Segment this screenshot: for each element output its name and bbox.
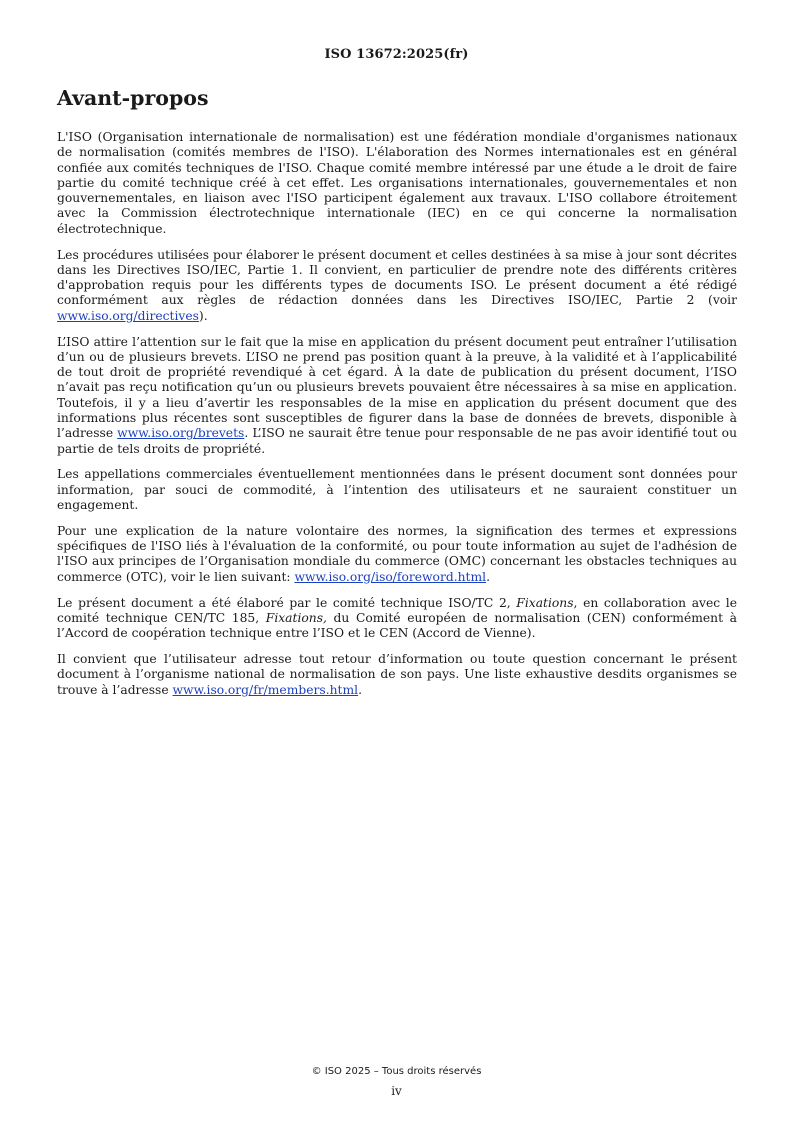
paragraph-text: du Comité européen de normalisation (CEN) conformément à l’Accord de coopération technique entre l’ISO et le CEN (Accord de Vienne). bbox=[57, 610, 737, 641]
directives-link[interactable]: www.iso.org/directives bbox=[57, 308, 199, 323]
page-number: iv bbox=[391, 1084, 402, 1098]
paragraph-text: Les procédures utilisées pour élaborer le présent document et celles destinées à sa mise à jour sont décrites dans les Directives ISO/IEC, Partie 1. Il convient, en particulier de prendre note des différents critères d'approbation requis pour les différents types de documents ISO. Le présent document a été rédigé conformément aux règles de rédaction données dans les Directives ISO/IEC, Partie 2 (voir bbox=[57, 247, 737, 308]
paragraph-text: , en collaboration avec le comité technique CEN/TC 185, bbox=[57, 595, 737, 625]
paragraph-trade-names bbox=[57, 467, 737, 513]
foreword-link[interactable]: www.iso.org/iso/foreword.html bbox=[294, 569, 487, 584]
paragraph-text: L'ISO (Organisation internationale de normalisation) est une fédération mondiale d'organismes nationaux de normalisation (comités membres de l'ISO). L'élaboration des Normes internationales est en général confiée aux comités techniques de l'ISO. Chaque comité membre intéressé par une étude a le droit de faire partie du comité technique créé à cet effet. Les organisations internationales, gouvernementales et non gouvernementales, en liaison avec l'ISO participent également aux travaux. L'ISO collabore étroitement avec la Commission électrotechnique internationale (IEC) en ce qui concerne la normalisation électrotechnique. bbox=[57, 130, 737, 236]
paragraph-text: . L’ISO ne saurait être tenue pour responsable de ne pas avoir identifié tout ou partie de tels droits de propriété. bbox=[57, 426, 737, 456]
paragraph-voluntary-nature bbox=[57, 524, 737, 585]
paragraph-iso-overview bbox=[57, 130, 737, 237]
copyright-footer: © ISO 2025 – Tous droits réservés bbox=[311, 1066, 482, 1077]
paragraph-text: ). bbox=[198, 308, 208, 323]
paragraph-text: L’ISO attire l’attention sur le fait que la mise en application du présent document peut entraîner l’utilisation d’un ou de plusieurs brevets. L’ISO ne prend pas position quant à la preuve, à la validité et à l’applicabilité de tout droit de propriété revendiqué à cet égard. À la date de publication du présent document, l’ISO n’avait pas reçu notification qu’un ou plusieurs brevets pouvaient être nécessaires à sa mise en application. Toutefois, il y a lieu d’avertir les responsables de la mise en application du présent document que des informations plus récentes sont susceptibles de figurer dans la base de données de brevets, disponible à l’adresse bbox=[57, 334, 737, 441]
paragraph-procedures bbox=[57, 248, 737, 324]
paragraph-text: Le présent document a été élaboré par le comité technique ISO/TC 2, bbox=[57, 595, 517, 610]
paragraph-text: . bbox=[486, 569, 490, 584]
paragraph-text: . bbox=[358, 682, 362, 697]
foreword-body bbox=[57, 130, 737, 708]
document-header: ISO 13672:2025(fr) bbox=[324, 47, 469, 62]
paragraph-patents bbox=[57, 335, 737, 457]
patents-link[interactable]: www.iso.org/brevets bbox=[117, 426, 245, 441]
paragraph-text: Il convient que l’utilisateur adresse tout retour d’information ou toute question concernant le présent document à l’organisme national de normalisation de son pays. Une liste exhaustive desdits organismes se trouve à l’adresse bbox=[57, 651, 737, 697]
members-link[interactable]: www.iso.org/fr/members.html bbox=[172, 682, 359, 697]
paragraph-text: Les appellations commerciales éventuellement mentionnées dans le présent document sont données pour information, par souci de commodité, à l’intention des utilisateurs et ne sauraient constituer un engagement. bbox=[57, 467, 737, 513]
paragraph-text: Pour une explication de la nature volontaire des normes, la signification des termes et expressions spécifiques de l'ISO liés à l'évaluation de la conformité, ou pour toute information au sujet de l'adhésion de l'ISO aux principes de l’Organisation mondiale du commerce (OMC) concernant les obstacles techniques au commerce (OTC), voir le lien suivant: bbox=[57, 523, 737, 584]
committee-name: Fixations, bbox=[265, 610, 327, 625]
paragraph-committee bbox=[57, 596, 737, 642]
paragraph-feedback bbox=[57, 652, 737, 698]
committee-name: Fixations bbox=[516, 595, 574, 610]
page-title: Avant-propos bbox=[57, 86, 209, 110]
